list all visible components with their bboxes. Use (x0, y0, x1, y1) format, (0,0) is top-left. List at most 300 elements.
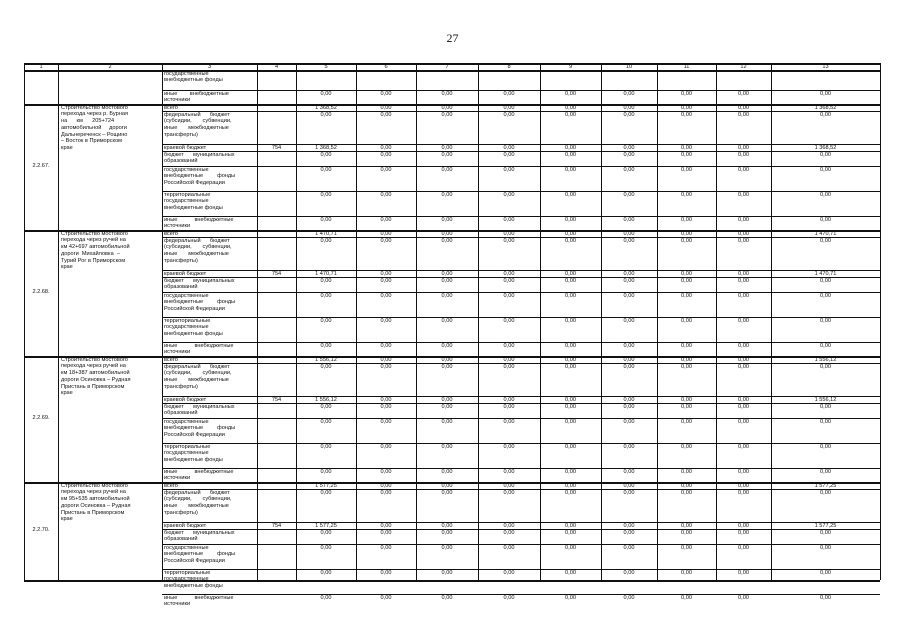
value-municipal-col6: 0,00 (380, 529, 392, 536)
value-vsego-col10: 0,00 (623, 104, 635, 111)
value-federal-col8: 0,00 (503, 237, 515, 244)
row-label-gos_vnebud: государственные внебюджетные фонды Российской Федерации (164, 166, 236, 187)
value-gos_vnebud-col7: 0,00 (441, 418, 453, 425)
value-gos_vnebud-col5: 0,00 (320, 166, 332, 173)
value-kraevoy-col10: 0,00 (623, 270, 635, 277)
value-kraevoy-col8: 0,00 (503, 522, 515, 529)
value-inye-col9: 0,00 (565, 468, 576, 475)
value-gos_vnebud-col6: 0,00 (380, 544, 392, 551)
value-gos_vnebud-col6: 0,00 (380, 166, 392, 173)
value-territorial-col5: 0,00 (320, 317, 332, 324)
value-territorial-col8: 0,00 (503, 443, 515, 450)
header-bottom-border (24, 70, 880, 72)
value-federal-col10: 0,00 (623, 111, 635, 118)
value-territorial-col9: 0,00 (565, 191, 576, 198)
value-federal-col11: 0,00 (681, 237, 692, 244)
value-inye-col10: 0,00 (623, 468, 635, 475)
value-municipal-col11: 0,00 (681, 151, 692, 158)
value-inye-col11: 0,00 (681, 468, 692, 475)
project-number: 2.2.70. (32, 527, 50, 533)
value-territorial-col13: 0,00 (820, 569, 831, 576)
row-label-inye: иные внебюджетные источники (164, 594, 234, 608)
value-municipal-col10: 0,00 (623, 151, 635, 158)
value-vsego-col9: 0,00 (565, 104, 576, 111)
page-number: 27 (446, 31, 459, 45)
value-kraevoy-col11: 0,00 (681, 144, 692, 151)
column-border-11 (657, 63, 658, 580)
value-gos_vnebud-col12: 0,00 (738, 418, 749, 425)
value-territorial-col10: 0,00 (623, 443, 635, 450)
row-label-vsego: всего (164, 482, 178, 489)
value-inye-col5: 0,00 (320, 216, 332, 223)
project-name: Строительство мостового перехода через ручей на км 18+387 автомобильной дороги Осиновка – Рудная Пристань в Приморском крае (61, 356, 131, 397)
value-federal-col7: 0,00 (441, 111, 453, 118)
row-label-vsego: всего (164, 230, 178, 237)
value-inye-col8: 0,00 (503, 216, 515, 223)
value-territorial-col9: 0,00 (565, 569, 576, 576)
value-gos_vnebud-col10: 0,00 (623, 418, 635, 425)
budget-code: 754 (271, 270, 282, 277)
carry-row-value: 0,00 (565, 90, 576, 97)
column-header-9: 9 (568, 63, 573, 70)
value-vsego-col11: 0,00 (681, 356, 692, 363)
value-gos_vnebud-col5: 0,00 (320, 292, 332, 299)
value-inye-col12: 0,00 (738, 594, 749, 601)
value-territorial-col6: 0,00 (380, 317, 392, 324)
project-name: Строительство мостового перехода через р. Бурная на км 205+724 автомобильной дороги Дальнереченск – Рощино – Восток в Приморском крае (61, 104, 128, 152)
value-kraevoy-col10: 0,00 (623, 396, 635, 403)
value-inye-col7: 0,00 (441, 342, 453, 349)
value-gos_vnebud-col8: 0,00 (503, 166, 515, 173)
value-vsego-col13: 1 577,25 (814, 482, 837, 489)
value-federal-col11: 0,00 (681, 363, 692, 370)
value-vsego-col10: 0,00 (623, 482, 635, 489)
value-inye-col9: 0,00 (565, 342, 576, 349)
project-name: Строительство мостового перехода через ручей на км 95+535 автомобильной дороги Осиновка – Рудная Пристань в Приморском крае (61, 482, 131, 523)
value-gos_vnebud-col7: 0,00 (441, 544, 453, 551)
value-inye-col12: 0,00 (738, 216, 749, 223)
column-border-1 (24, 63, 25, 580)
value-kraevoy-col7: 0,00 (441, 270, 453, 277)
value-municipal-col7: 0,00 (441, 151, 453, 158)
column-header-7: 7 (445, 63, 449, 70)
value-territorial-col12: 0,00 (738, 443, 749, 450)
column-border-3 (162, 63, 163, 580)
value-inye-col6: 0,00 (380, 468, 392, 475)
value-vsego-col13: 1 368,52 (814, 104, 837, 111)
value-vsego-col12: 0,00 (738, 230, 749, 237)
value-gos_vnebud-col10: 0,00 (623, 544, 635, 551)
value-gos_vnebud-col7: 0,00 (441, 292, 453, 299)
value-municipal-col11: 0,00 (681, 529, 692, 536)
value-gos_vnebud-col11: 0,00 (681, 166, 692, 173)
value-municipal-col9: 0,00 (565, 403, 576, 410)
value-kraevoy-col8: 0,00 (503, 270, 515, 277)
value-municipal-col10: 0,00 (623, 277, 635, 284)
row-label-inye: иные внебюджетные источники (164, 342, 234, 356)
value-vsego-col10: 0,00 (623, 230, 635, 237)
value-municipal-col7: 0,00 (441, 403, 453, 410)
value-kraevoy-col12: 0,00 (738, 396, 749, 403)
project-number: 2.2.69. (32, 415, 50, 421)
row-label-federal: федеральный бюджет (субсидии, субвенции, иные межбюджетные трансферты) (164, 363, 232, 390)
column-header-6: 6 (384, 63, 388, 70)
value-inye-col13: 0,00 (820, 468, 831, 475)
value-inye-col6: 0,00 (380, 216, 392, 223)
value-gos_vnebud-col13: 0,00 (820, 418, 831, 425)
value-inye-col11: 0,00 (681, 594, 692, 601)
value-municipal-col10: 0,00 (623, 529, 635, 536)
column-border-12 (716, 63, 717, 580)
value-territorial-col11: 0,00 (681, 569, 692, 576)
value-inye-col8: 0,00 (503, 342, 515, 349)
value-territorial-col12: 0,00 (738, 317, 749, 324)
value-gos_vnebud-col7: 0,00 (441, 166, 453, 173)
row-label-federal: федеральный бюджет (субсидии, субвенции, иные межбюджетные трансферты) (164, 111, 232, 138)
row-label-municipal: бюджет муниципальных образований (164, 403, 235, 417)
value-municipal-col13: 0,00 (820, 403, 831, 410)
value-territorial-col12: 0,00 (738, 569, 749, 576)
row-label-territorial: территориальные государственные внебюджетные фонды (164, 191, 223, 212)
value-gos_vnebud-col5: 0,00 (320, 418, 332, 425)
value-kraevoy-col9: 0,00 (565, 522, 576, 529)
value-municipal-col10: 0,00 (623, 403, 635, 410)
value-territorial-col6: 0,00 (380, 569, 392, 576)
value-territorial-col9: 0,00 (565, 317, 576, 324)
value-vsego-col7: 0,00 (441, 230, 453, 237)
value-kraevoy-col5: 1 470,71 (315, 270, 337, 277)
value-kraevoy-col11: 0,00 (681, 270, 692, 277)
column-header-4: 4 (274, 63, 279, 70)
value-gos_vnebud-col12: 0,00 (738, 166, 749, 173)
value-gos_vnebud-col11: 0,00 (681, 544, 692, 551)
value-federal-col8: 0,00 (503, 363, 515, 370)
value-kraevoy-col6: 0,00 (380, 270, 392, 277)
value-territorial-col13: 0,00 (820, 191, 831, 198)
value-municipal-col13: 0,00 (820, 529, 831, 536)
value-vsego-col6: 0,00 (380, 482, 392, 489)
value-federal-col13: 0,00 (820, 111, 831, 118)
value-inye-col13: 0,00 (820, 216, 831, 223)
value-kraevoy-col13: 1 368,52 (814, 144, 837, 151)
row-label-kraevoy: краевой бюджет (164, 522, 207, 529)
column-header-3: 3 (207, 63, 212, 70)
value-kraevoy-col9: 0,00 (565, 270, 576, 277)
value-territorial-col11: 0,00 (681, 443, 692, 450)
value-kraevoy-col6: 0,00 (380, 396, 392, 403)
row-label-inye: иные внебюджетные источники (164, 468, 234, 482)
value-gos_vnebud-col13: 0,00 (820, 166, 831, 173)
value-inye-col7: 0,00 (441, 216, 453, 223)
value-municipal-col8: 0,00 (503, 151, 515, 158)
row-label-municipal: бюджет муниципальных образований (164, 277, 235, 291)
budget-code: 754 (271, 396, 282, 403)
value-kraevoy-col5: 1 556,12 (315, 396, 337, 403)
value-kraevoy-col9: 0,00 (565, 396, 576, 403)
row-label-gos_vnebud: государственные внебюджетные фонды Российской Федерации (164, 292, 236, 313)
value-municipal-col9: 0,00 (565, 277, 576, 284)
value-municipal-col6: 0,00 (380, 151, 392, 158)
carry-row-label: иные внебюджетные источники (164, 90, 229, 104)
value-territorial-col6: 0,00 (380, 191, 392, 198)
value-vsego-col9: 0,00 (565, 356, 576, 363)
value-gos_vnebud-col13: 0,00 (820, 292, 831, 299)
value-inye-col6: 0,00 (380, 594, 392, 601)
value-municipal-col12: 0,00 (738, 529, 749, 536)
value-inye-col6: 0,00 (380, 342, 392, 349)
value-inye-col11: 0,00 (681, 342, 692, 349)
column-header-1: 1 (39, 63, 43, 70)
value-vsego-col8: 0,00 (503, 230, 515, 237)
value-kraevoy-col13: 1 556,12 (814, 396, 837, 403)
value-inye-col5: 0,00 (320, 594, 332, 601)
value-federal-col9: 0,00 (565, 111, 576, 118)
value-vsego-col13: 1 470,71 (814, 230, 837, 237)
value-inye-col13: 0,00 (820, 342, 831, 349)
value-vsego-col6: 0,00 (380, 230, 392, 237)
value-gos_vnebud-col9: 0,00 (565, 418, 576, 425)
value-vsego-col6: 0,00 (380, 356, 392, 363)
column-border-5 (296, 63, 297, 580)
value-municipal-col13: 0,00 (820, 277, 831, 284)
value-gos_vnebud-col12: 0,00 (738, 292, 749, 299)
value-municipal-col6: 0,00 (380, 277, 392, 284)
column-header-10: 10 (625, 63, 633, 70)
value-vsego-col8: 0,00 (503, 482, 515, 489)
column-border-13 (771, 63, 772, 580)
value-kraevoy-col12: 0,00 (738, 270, 749, 277)
value-inye-col12: 0,00 (738, 342, 749, 349)
row-label-territorial: территориальные внебюджетные фонды (164, 569, 223, 590)
value-federal-col13: 0,00 (820, 489, 831, 496)
value-municipal-col9: 0,00 (565, 529, 576, 536)
value-inye-col7: 0,00 (441, 468, 453, 475)
column-header-11: 11 (683, 63, 690, 70)
value-kraevoy-col7: 0,00 (441, 396, 453, 403)
value-federal-col12: 0,00 (738, 363, 749, 370)
value-federal-col13: 0,00 (820, 363, 831, 370)
value-gos_vnebud-col6: 0,00 (380, 292, 392, 299)
column-header-2: 2 (108, 63, 112, 70)
row-label-gos_vnebud: государственные внебюджетные фонды Российской Федерации (164, 418, 236, 439)
value-federal-col9: 0,00 (565, 489, 576, 496)
value-inye-col7: 0,00 (441, 594, 453, 601)
value-federal-col7: 0,00 (441, 237, 453, 244)
carry-row-value: 0,00 (441, 90, 453, 97)
value-municipal-col12: 0,00 (738, 403, 749, 410)
value-federal-col7: 0,00 (441, 489, 453, 496)
column-border-8 (478, 63, 479, 580)
row-label-kraevoy: краевой бюджет (164, 396, 207, 403)
value-federal-col13: 0,00 (820, 237, 831, 244)
column-header-12: 12 (740, 63, 747, 70)
carry-row-label: государственные внебюджетные фонды (164, 70, 223, 84)
project-number: 2.2.67. (32, 163, 50, 169)
value-federal-col5: 0,00 (320, 363, 332, 370)
carry-row-value: 0,00 (380, 90, 392, 97)
value-territorial-col8: 0,00 (503, 191, 515, 198)
value-gos_vnebud-col9: 0,00 (565, 166, 576, 173)
value-vsego-col12: 0,00 (738, 104, 749, 111)
row-label-municipal: бюджет муниципальных образований (164, 529, 235, 543)
column-header-5: 5 (324, 63, 328, 70)
value-federal-col6: 0,00 (380, 111, 392, 118)
value-gos_vnebud-col11: 0,00 (681, 418, 692, 425)
value-vsego-col12: 0,00 (738, 356, 749, 363)
value-gos_vnebud-col10: 0,00 (623, 166, 635, 173)
value-federal-col8: 0,00 (503, 489, 515, 496)
value-vsego-col9: 0,00 (565, 482, 576, 489)
value-territorial-col11: 0,00 (681, 317, 692, 324)
value-territorial-col9: 0,00 (565, 443, 576, 450)
value-vsego-col11: 0,00 (681, 104, 692, 111)
value-territorial-col5: 0,00 (320, 443, 332, 450)
value-vsego-col11: 0,00 (681, 482, 692, 489)
column-border-6 (356, 63, 357, 580)
value-federal-col10: 0,00 (623, 363, 635, 370)
value-kraevoy-col6: 0,00 (380, 144, 392, 151)
value-municipal-col12: 0,00 (738, 151, 749, 158)
value-federal-col9: 0,00 (565, 237, 576, 244)
value-territorial-col10: 0,00 (623, 569, 635, 576)
value-municipal-col13: 0,00 (820, 151, 831, 158)
project-number: 2.2.68. (32, 289, 50, 295)
row-label-federal: федеральный бюджет (субсидии, субвенции, иные межбюджетные трансферты) (164, 489, 232, 516)
value-municipal-col5: 0,00 (320, 151, 332, 158)
value-federal-col10: 0,00 (623, 237, 635, 244)
column-header-8: 8 (507, 63, 511, 70)
value-kraevoy-col5: 1 577,25 (315, 522, 337, 529)
value-gos_vnebud-col12: 0,00 (738, 544, 749, 551)
value-territorial-col6: 0,00 (380, 443, 392, 450)
value-federal-col8: 0,00 (503, 111, 515, 118)
value-vsego-col7: 0,00 (441, 482, 453, 489)
value-territorial-col7: 0,00 (441, 443, 453, 450)
column-border-7 (416, 63, 417, 580)
value-inye-col5: 0,00 (320, 342, 332, 349)
value-federal-col12: 0,00 (738, 489, 749, 496)
value-municipal-col5: 0,00 (320, 529, 332, 536)
carry-row-value: 0,00 (681, 90, 692, 97)
column-border-10 (601, 63, 602, 580)
carry-row-value: 0,00 (503, 90, 515, 97)
value-federal-col6: 0,00 (380, 489, 392, 496)
value-kraevoy-col7: 0,00 (441, 144, 453, 151)
value-gos_vnebud-col8: 0,00 (503, 292, 515, 299)
row-label-vsego: всего (164, 104, 178, 111)
value-gos_vnebud-col13: 0,00 (820, 544, 831, 551)
value-municipal-col7: 0,00 (441, 277, 453, 284)
row-label-territorial: территориальные государственные внебюджетные фонды (164, 443, 223, 464)
value-territorial-col12: 0,00 (738, 191, 749, 198)
value-territorial-col8: 0,00 (503, 569, 515, 576)
value-inye-col8: 0,00 (503, 594, 515, 601)
value-territorial-col7: 0,00 (441, 317, 453, 324)
value-territorial-col5: 0,00 (320, 191, 332, 198)
value-vsego-col10: 0,00 (623, 356, 635, 363)
value-inye-col8: 0,00 (503, 468, 515, 475)
value-territorial-col11: 0,00 (681, 191, 692, 198)
budget-code: 754 (271, 144, 282, 151)
value-vsego-col9: 0,00 (565, 230, 576, 237)
group-border (24, 580, 880, 582)
row-label-kraevoy: краевой бюджет (164, 270, 207, 277)
row-label-kraevoy: краевой бюджет (164, 144, 207, 151)
value-vsego-col12: 0,00 (738, 482, 749, 489)
value-municipal-col8: 0,00 (503, 277, 515, 284)
column-border-2 (58, 63, 59, 580)
value-vsego-col7: 0,00 (441, 356, 453, 363)
value-territorial-col5: 0,00 (320, 569, 332, 576)
value-federal-col6: 0,00 (380, 237, 392, 244)
value-vsego-col7: 0,00 (441, 104, 453, 111)
column-border-14 (880, 63, 881, 580)
value-gos_vnebud-col5: 0,00 (320, 544, 332, 551)
value-inye-col10: 0,00 (623, 594, 635, 601)
value-municipal-col7: 0,00 (441, 529, 453, 536)
project-name: Строительство мостового перехода через ручей на км 42+697 автомобильной дороги Михайловка – Турий Рог в Приморском крае (61, 230, 130, 271)
value-kraevoy-col9: 0,00 (565, 144, 576, 151)
value-territorial-col10: 0,00 (623, 191, 635, 198)
value-vsego-col13: 1 556,12 (814, 356, 837, 363)
carry-row-value: 0,00 (820, 90, 831, 97)
value-vsego-col5: 1 368,52 (315, 104, 337, 111)
value-territorial-col10: 0,00 (623, 317, 635, 324)
value-kraevoy-col10: 0,00 (623, 522, 635, 529)
row-label-territorial: территориальные государственные внебюджетные фонды (164, 317, 223, 338)
value-gos_vnebud-col10: 0,00 (623, 292, 635, 299)
value-federal-col7: 0,00 (441, 363, 453, 370)
value-inye-col12: 0,00 (738, 468, 749, 475)
column-border-9 (540, 63, 541, 580)
value-kraevoy-col8: 0,00 (503, 396, 515, 403)
budget-code: 754 (271, 522, 282, 529)
value-federal-col9: 0,00 (565, 363, 576, 370)
column-header-13: 13 (822, 63, 829, 70)
value-municipal-col5: 0,00 (320, 277, 332, 284)
value-gos_vnebud-col8: 0,00 (503, 544, 515, 551)
value-vsego-col11: 0,00 (681, 230, 692, 237)
row-label-gos_vnebud: государственные внебюджетные фонды Российской Федерации (164, 544, 236, 565)
value-municipal-col8: 0,00 (503, 403, 515, 410)
value-kraevoy-col12: 0,00 (738, 144, 749, 151)
value-inye-col9: 0,00 (565, 594, 576, 601)
carry-row-value: 0,00 (738, 90, 749, 97)
value-kraevoy-col7: 0,00 (441, 522, 453, 529)
value-kraevoy-col11: 0,00 (681, 396, 692, 403)
value-inye-col5: 0,00 (320, 468, 332, 475)
value-municipal-col5: 0,00 (320, 403, 332, 410)
value-gos_vnebud-col8: 0,00 (503, 418, 515, 425)
value-kraevoy-col10: 0,00 (623, 144, 635, 151)
value-vsego-col6: 0,00 (380, 104, 392, 111)
value-federal-col12: 0,00 (738, 237, 749, 244)
value-kraevoy-col5: 1 368,52 (315, 144, 337, 151)
value-vsego-col5: 1 577,25 (315, 482, 337, 489)
value-federal-col5: 0,00 (320, 111, 332, 118)
value-territorial-col7: 0,00 (441, 191, 453, 198)
value-kraevoy-col13: 1 470,71 (814, 270, 837, 277)
value-kraevoy-col11: 0,00 (681, 522, 692, 529)
value-federal-col11: 0,00 (681, 111, 692, 118)
value-gos_vnebud-col9: 0,00 (565, 292, 576, 299)
value-territorial-col13: 0,00 (820, 317, 831, 324)
row-label-federal: федеральный бюджет (субсидии, субвенции, иные межбюджетные трансферты) (164, 237, 232, 264)
carry-row-value: 0,00 (623, 90, 635, 97)
value-territorial-col13: 0,00 (820, 443, 831, 450)
value-municipal-col11: 0,00 (681, 277, 692, 284)
value-vsego-col8: 0,00 (503, 356, 515, 363)
